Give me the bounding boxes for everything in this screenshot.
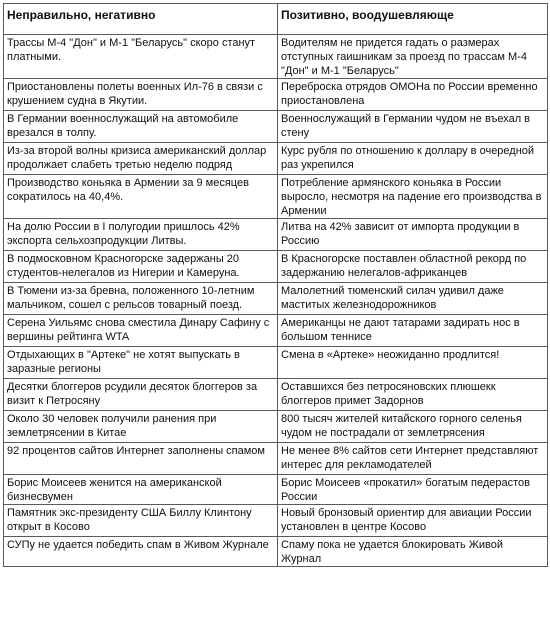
- negative-cell: Серена Уильямс снова сместила Динару Сафину с вершины рейтинга WTA: [4, 315, 278, 347]
- positive-cell: Смена в «Артеке» неожиданно продлится!: [278, 347, 548, 379]
- negative-cell: Памятник экс-президенту США Биллу Клинтону открыт в Косово: [4, 505, 278, 537]
- table-row: [4, 537, 548, 567]
- negative-cell: Борис Моисеев женится на американской бизнесвумен: [4, 475, 278, 505]
- table-row: [4, 283, 548, 315]
- positive-cell: Американцы не дают татарами задирать нос в большом теннисе: [278, 315, 548, 347]
- header-row: [4, 4, 548, 35]
- table-row: [4, 411, 548, 443]
- negative-cell: Отдыхающих в "Артеке" не хотят выпускать в заразные регионы: [4, 347, 278, 379]
- table-row: [4, 35, 548, 79]
- negative-cell: Десятки блоггеров рсудили десяток блоггеров за визит к Петросяну: [4, 379, 278, 411]
- positive-cell: Новый бронзовый ориентир для авиации России установлен в центре Косово: [278, 505, 548, 537]
- table-row: [4, 143, 548, 175]
- table-row: [4, 443, 548, 475]
- table-row: [4, 315, 548, 347]
- negative-cell: СУПу не удается победить спам в Живом Журнале: [4, 537, 278, 567]
- negative-cell: В подмосковном Красногорске задержаны 20 студентов-нелегалов из Нигерии и Камеруна.: [4, 251, 278, 283]
- positive-cell: 800 тысяч жителей китайского горного селенья чудом не пострадали от землетрясения: [278, 411, 548, 443]
- negative-cell: В Тюмени из-за бревна, положенного 10-летним мальчиком, сошел с рельсов товарный поезд.: [4, 283, 278, 315]
- table-row: [4, 219, 548, 251]
- positive-cell: Спаму пока не удается блокировать Живой Журнал: [278, 537, 548, 567]
- positive-cell: Курс рубля по отношению к доллару в очередной раз укрепился: [278, 143, 548, 175]
- table-row: [4, 251, 548, 283]
- positive-cell: Водителям не придется гадать о размерах отступных гаишникам за проезд по трассам М-4 "Дон" и М-1 "Беларусь": [278, 35, 548, 79]
- negative-cell: Производство коньяка в Армении за 9 месяцев сократилось на 40,4%.: [4, 175, 278, 219]
- negative-cell: На долю России в I полугодии пришлось 42% экспорта сельхозпродукции Литвы.: [4, 219, 278, 251]
- positive-cell: Оставшихся без петросяновских плюшекк блоггеров примет Задорнов: [278, 379, 548, 411]
- comparison-table: [3, 3, 548, 567]
- positive-cell: Не менее 8% сайтов сети Интернет представляют интерес для рекламодателей: [278, 443, 548, 475]
- table-row: [4, 111, 548, 143]
- negative-cell: Приостановлены полеты военных Ил-76 в связи с крушением судна в Якутии.: [4, 79, 278, 111]
- table-row: [4, 175, 548, 219]
- negative-cell: 92 процентов сайтов Интернет заполнены спамом: [4, 443, 278, 475]
- table-row: [4, 505, 548, 537]
- positive-cell: Борис Моисеев «прокатил» богатым педерастов России: [278, 475, 548, 505]
- positive-cell: В Красногорске поставлен областной рекорд по задержанию нелегалов-африканцев: [278, 251, 548, 283]
- table-row: [4, 475, 548, 505]
- positive-cell: Потребление армянского коньяка в России выросло, несмотря на падение его производства в Армении: [278, 175, 548, 219]
- header-negative: Неправильно, негативно: [4, 4, 278, 35]
- table-row: [4, 379, 548, 411]
- negative-cell: Трассы М-4 "Дон" и М-1 "Беларусь" скоро станут платными.: [4, 35, 278, 79]
- negative-cell: В Германии военнослужащий на автомобиле врезался в толпу.: [4, 111, 278, 143]
- negative-cell: Около 30 человек получили ранения при землетрясении в Китае: [4, 411, 278, 443]
- positive-cell: Малолетний тюменский силач удивил даже маститых железнодорожников: [278, 283, 548, 315]
- table-row: [4, 79, 548, 111]
- table-row: [4, 347, 548, 379]
- positive-cell: Военнослужащий в Германии чудом не въехал в стену: [278, 111, 548, 143]
- header-positive: Позитивно, воодушевляюще: [278, 4, 548, 35]
- positive-cell: Переброска отрядов ОМОНа по России временно приостановлена: [278, 79, 548, 111]
- negative-cell: Из-за второй волны кризиса американский доллар продолжает слабеть третью неделю подряд: [4, 143, 278, 175]
- positive-cell: Литва на 42% зависит от импорта продукции в Россию: [278, 219, 548, 251]
- comparison-sheet: [3, 3, 547, 567]
